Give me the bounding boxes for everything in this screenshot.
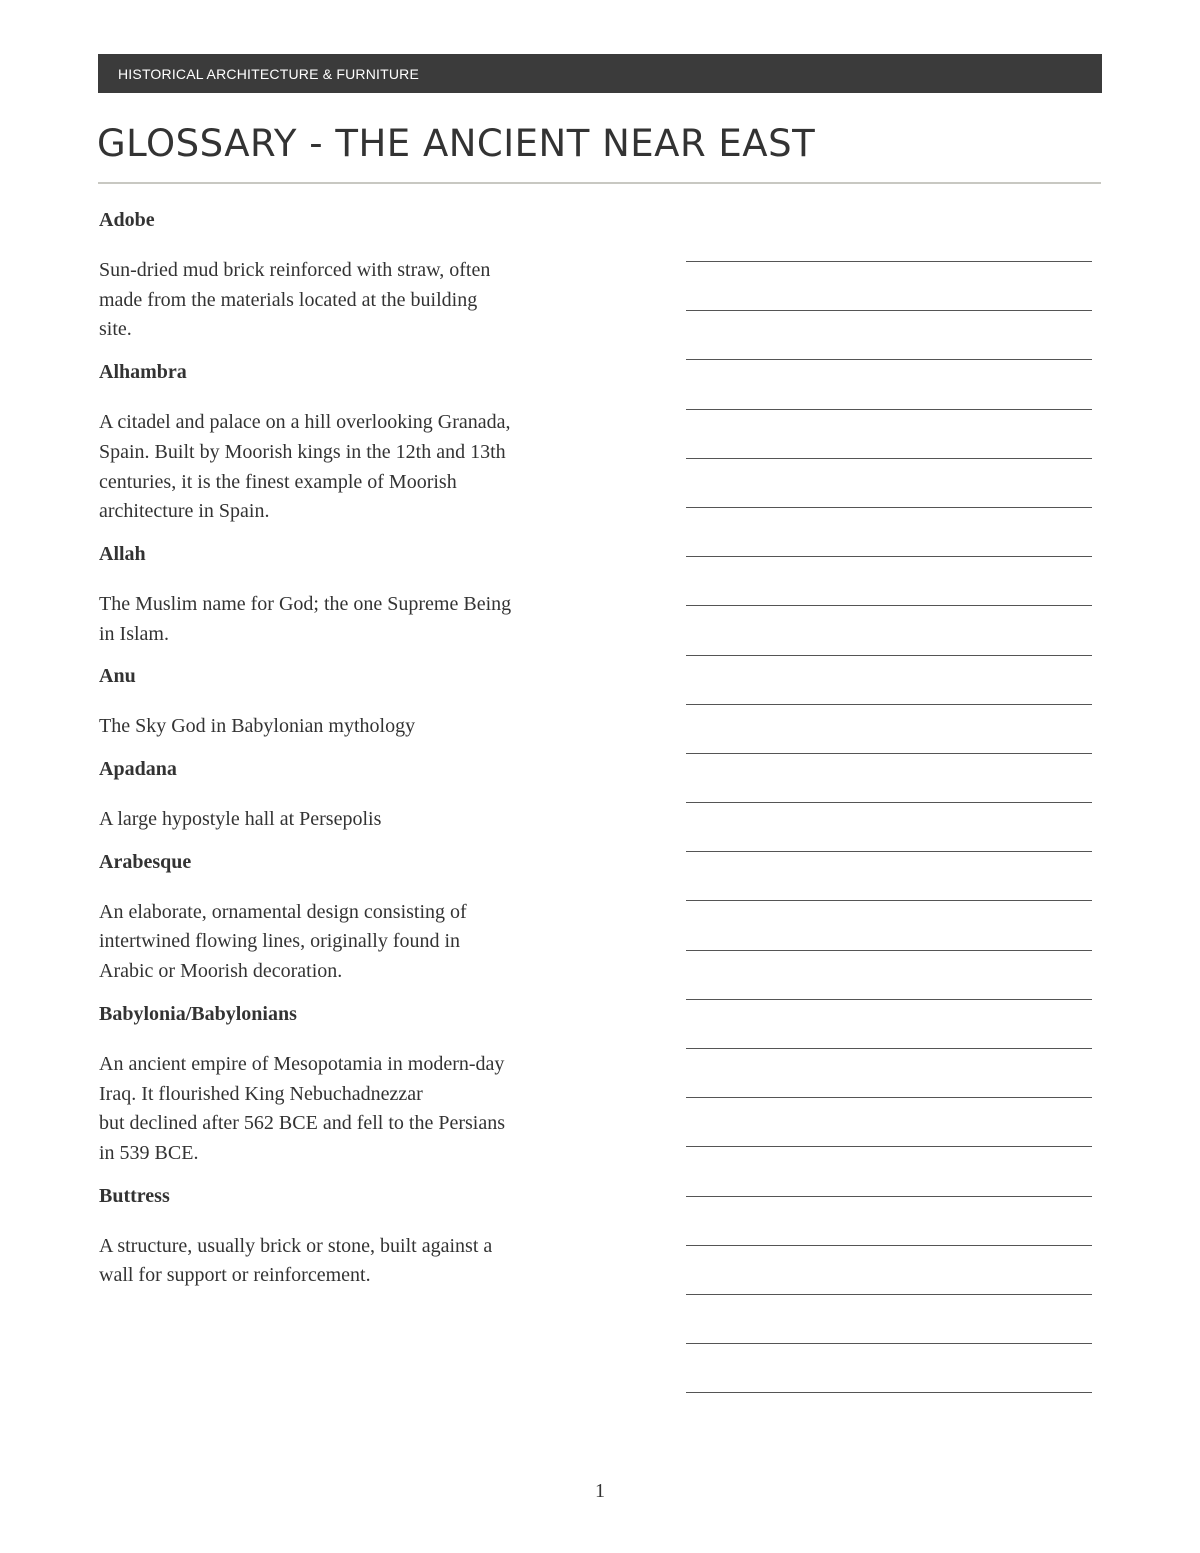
glossary-entry-buttress — [99, 1181, 599, 1291]
note-line — [686, 655, 1092, 656]
definition-line: made from the materials located at the building — [99, 288, 478, 311]
definition-line: Iraq. It flourished King Nebuchadnezzar — [99, 1082, 423, 1105]
note-line — [686, 704, 1092, 705]
glossary-entry-arabesque — [99, 847, 599, 987]
title-divider — [98, 182, 1101, 184]
definition — [99, 898, 599, 987]
definition-line: Spain. Built by Moorish kings in the 12th and 13th — [99, 440, 506, 463]
note-line — [686, 261, 1092, 262]
definition-line: intertwined flowing lines, originally found in — [99, 930, 461, 953]
note-line — [686, 458, 1092, 459]
note-line — [686, 1097, 1092, 1098]
definition-line: A citadel and palace on a hill overlooking Granada, — [99, 411, 511, 434]
section-label: HISTORICAL ARCHITECTURE & FURNITURE — [118, 65, 420, 82]
note-line — [686, 1245, 1092, 1246]
definition-line: A large hypostyle hall at Persepolis — [99, 808, 382, 831]
glossary-entry-allah — [99, 539, 599, 649]
page-title: GLOSSARY - THE ANCIENT NEAR EAST — [97, 122, 816, 165]
term: Adobe — [99, 209, 155, 231]
definition-line: The Muslim name for God; the one Supreme Being — [99, 592, 512, 615]
definition-line: An ancient empire of Mesopotamia in modern-day — [99, 1052, 505, 1075]
definition-line: architecture in Spain. — [99, 500, 270, 523]
definition-line: Arabic or Moorish decoration. — [99, 960, 343, 983]
note-line — [686, 1294, 1092, 1295]
note-line — [686, 1343, 1092, 1344]
definition-line: An elaborate, ornamental design consisting of — [99, 900, 467, 923]
note-line — [686, 605, 1092, 606]
definition-line: in Islam. — [99, 622, 169, 645]
note-line — [686, 556, 1092, 557]
note-line — [686, 359, 1092, 360]
term: Arabesque — [99, 850, 192, 873]
note-line — [686, 753, 1092, 754]
note-line — [686, 409, 1092, 410]
note-line — [686, 802, 1092, 803]
note-line — [686, 900, 1092, 901]
note-line — [686, 507, 1092, 508]
term: Anu — [99, 665, 136, 688]
term: Babylonia/Babylonians — [99, 1002, 297, 1025]
definition-line: wall for support or reinforcement. — [99, 1264, 371, 1287]
note-line — [686, 999, 1092, 1000]
page-number: 1 — [595, 1480, 605, 1502]
definition — [99, 256, 599, 345]
header-bar — [98, 54, 1102, 93]
glossary-entry-anu — [99, 661, 599, 742]
definition-line: The Sky God in Babylonian mythology — [99, 715, 416, 738]
definition — [99, 408, 599, 527]
definition — [99, 712, 599, 742]
note-line — [686, 851, 1092, 852]
note-line — [686, 1146, 1092, 1147]
glossary-entry-alhambra — [99, 357, 599, 527]
term: Allah — [99, 542, 146, 565]
term: Alhambra — [99, 361, 187, 384]
definition-line: A structure, usually brick or stone, built against a — [99, 1234, 493, 1257]
definition — [99, 1232, 599, 1291]
glossary-entry-babylonia — [99, 999, 599, 1169]
definition-line: centuries, it is the finest example of Moorish — [99, 470, 457, 493]
note-line — [686, 1392, 1092, 1393]
note-line — [686, 310, 1092, 311]
term: Apadana — [99, 758, 177, 781]
notes-lines — [686, 261, 1092, 1442]
definition-line: Sun-dried mud brick reinforced with straw, often — [99, 259, 491, 281]
term: Buttress — [99, 1184, 170, 1207]
glossary-entry-adobe — [99, 205, 599, 345]
note-line — [686, 1196, 1092, 1197]
definition-line: site. — [99, 318, 132, 341]
note-line — [686, 1048, 1092, 1049]
definition — [99, 1050, 599, 1169]
definition — [99, 590, 599, 649]
definition-line: in 539 BCE. — [99, 1141, 199, 1164]
glossary-entry-apadana — [99, 754, 599, 835]
definition-line: but declined after 562 BCE and fell to the Persians — [99, 1112, 506, 1135]
definition — [99, 805, 599, 835]
glossary-entries — [99, 205, 599, 1303]
note-line — [686, 950, 1092, 951]
